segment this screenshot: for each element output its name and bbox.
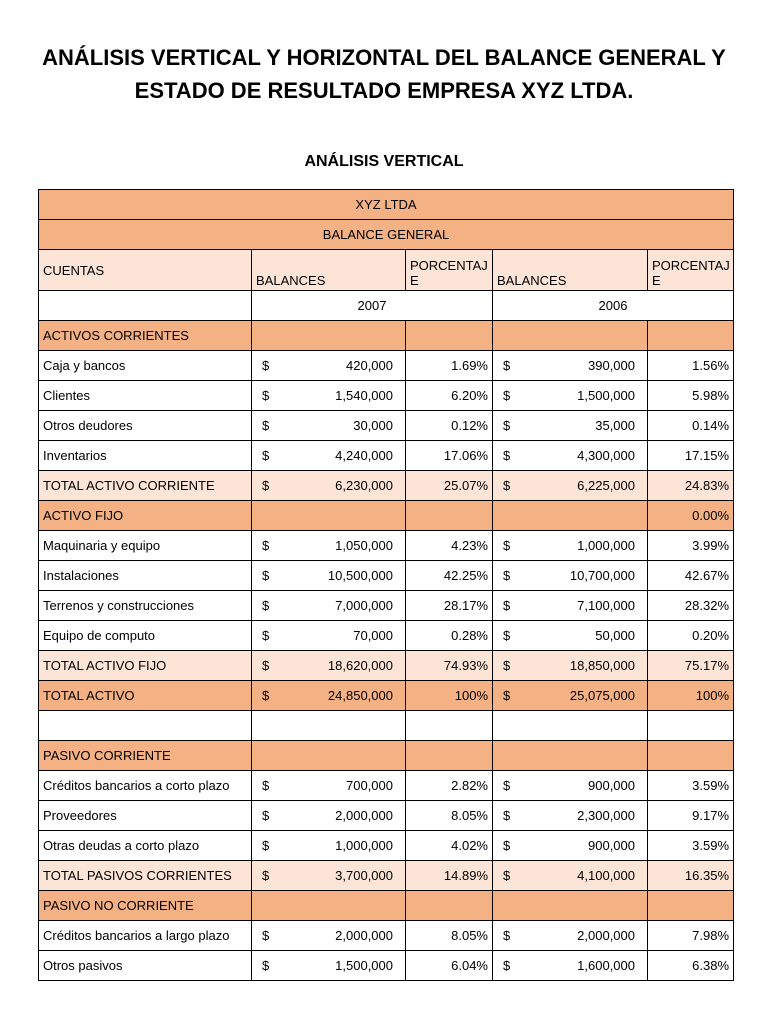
balance-2007-cell [252,471,406,501]
percent-2006-cell: 42.67% [648,561,734,591]
row-label: TOTAL ACTIVO FIJO [39,651,252,681]
currency-symbol: $ [262,808,270,823]
balance-value: 35,000 [595,418,635,433]
currency-symbol: $ [503,628,511,643]
percent-2006-cell [648,741,734,771]
currency-symbol: $ [503,778,511,793]
balance-value: 10,700,000 [569,568,635,583]
balance-2007-cell [252,801,406,831]
row-label: PASIVO CORRIENTE [39,741,252,771]
currency-symbol: $ [503,868,511,883]
currency-symbol: $ [503,658,511,673]
balance-value: 700,000 [346,778,393,793]
balance-2007-cell [252,591,406,621]
table-row [39,831,734,861]
year-header-row [39,291,734,321]
percent-2007-cell: 6.04% [406,951,493,981]
currency-symbol: $ [262,868,270,883]
balance-2006-cell [493,531,648,561]
table-row [39,471,734,501]
percent-2007-cell: 17.06% [406,441,493,471]
row-label: Otras deudas a corto plazo [39,831,252,861]
currency-symbol: $ [503,928,511,943]
row-label: Equipo de computo [39,621,252,651]
balance-value: 6,230,000 [335,478,393,493]
percent-2007-cell: 42.25% [406,561,493,591]
table-row [39,351,734,381]
balance-value: 420,000 [346,358,393,373]
currency-symbol: $ [262,358,270,373]
balance-value: 2,300,000 [577,808,635,823]
percent-2006-cell: 100% [648,681,734,711]
percent-2007-cell: 74.93% [406,651,493,681]
percent-2006-cell: 24.83% [648,471,734,501]
balance-value: 1,500,000 [335,958,393,973]
balance-2006-cell [493,651,648,681]
balance-2006-cell [493,321,648,351]
balance-value: 1,540,000 [335,388,393,403]
balance-2007-cell [252,741,406,771]
row-label: Maquinaria y equipo [39,531,252,561]
percent-2006-cell: 7.98% [648,921,734,951]
currency-symbol: $ [262,418,270,433]
currency-symbol: $ [503,958,511,973]
balance-value: 1,600,000 [577,958,635,973]
balance-2006-cell [493,681,648,711]
percent-2007-cell [406,321,493,351]
percent-2007-cell: 14.89% [406,861,493,891]
currency-symbol: $ [503,358,511,373]
company-row [39,190,734,220]
balance-value: 4,240,000 [335,448,393,463]
currency-symbol: $ [262,838,270,853]
row-label: Caja y bancos [39,351,252,381]
percent-2007-cell: 8.05% [406,921,493,951]
currency-symbol: $ [262,448,270,463]
balance-2007-cell [252,501,406,531]
balance-value: 7,100,000 [577,598,635,613]
currency-symbol: $ [503,808,511,823]
balance-value: 390,000 [588,358,635,373]
row-label: ACTIVO FIJO [39,501,252,531]
balance-value: 2,000,000 [577,928,635,943]
balance-value: 2,000,000 [335,808,393,823]
col-pct-2007-header: PORCENTAJ E [406,250,493,291]
currency-symbol: $ [503,418,511,433]
currency-symbol: $ [262,928,270,943]
table-row [39,741,734,771]
currency-symbol: $ [503,448,511,463]
balance-2006-cell [493,561,648,591]
percent-2006-cell: 16.35% [648,861,734,891]
percent-2006-cell: 0.00% [648,501,734,531]
percent-2007-cell: 2.82% [406,771,493,801]
balance-2007-cell [252,351,406,381]
balance-2006-cell [493,921,648,951]
year-2006-header: 2006 [493,291,734,321]
percent-2006-cell: 0.20% [648,621,734,651]
balance-2006-cell [493,771,648,801]
table-row [39,591,734,621]
currency-symbol: $ [503,538,511,553]
balance-2007-cell [252,411,406,441]
percent-2006-cell [648,891,734,921]
currency-symbol: $ [262,538,270,553]
balance-value: 25,075,000 [569,688,635,703]
percent-2006-cell: 6.38% [648,951,734,981]
table-row [39,441,734,471]
document-title: ANÁLISIS VERTICAL Y HORIZONTAL DEL BALANCE GENERAL Y ESTADO DE RESULTADO EMPRESA XYZ LTDA. [42,45,726,103]
balance-value: 4,300,000 [577,448,635,463]
balance-value: 2,000,000 [335,928,393,943]
percent-2007-cell: 0.12% [406,411,493,441]
row-label [39,711,252,741]
currency-symbol: $ [262,568,270,583]
balance-2006-cell [493,351,648,381]
percent-2007-cell: 100% [406,681,493,711]
balance-2006-cell [493,441,648,471]
table-row [39,711,734,741]
table-row [39,771,734,801]
balance-2007-cell [252,381,406,411]
balance-value: 900,000 [588,838,635,853]
percent-2006-cell: 3.59% [648,771,734,801]
currency-symbol: $ [503,598,511,613]
percent-2007-cell: 1.69% [406,351,493,381]
row-label: ACTIVOS CORRIENTES [39,321,252,351]
currency-symbol: $ [262,778,270,793]
balance-value: 18,620,000 [327,658,393,673]
percent-2006-cell: 1.56% [648,351,734,381]
currency-symbol: $ [262,958,270,973]
col-pct-2006-header: PORCENTAJ E [648,250,734,291]
percent-2006-cell: 5.98% [648,381,734,411]
row-label: Créditos bancarios a corto plazo [39,771,252,801]
percent-2006-cell: 0.14% [648,411,734,441]
balance-2006-cell [493,621,648,651]
table-row [39,501,734,531]
percent-2006-cell [648,711,734,741]
year-2007-header: 2007 [252,291,493,321]
balance-sheet-table [38,189,734,981]
balance-value: 3,700,000 [335,868,393,883]
percent-2007-cell: 25.07% [406,471,493,501]
balance-value: 1,500,000 [577,388,635,403]
row-label: Otros deudores [39,411,252,441]
percent-2007-cell: 4.02% [406,831,493,861]
currency-symbol: $ [262,688,270,703]
balance-2007-cell [252,891,406,921]
balance-value: 900,000 [588,778,635,793]
currency-symbol: $ [262,388,270,403]
table-row [39,921,734,951]
balance-2006-cell [493,861,648,891]
balance-2007-cell [252,531,406,561]
balance-2007-cell [252,921,406,951]
row-label: Proveedores [39,801,252,831]
statement-row [39,220,734,250]
col-balances-2006-header: BALANCES [493,250,648,291]
statement-name: BALANCE GENERAL [39,220,734,250]
balance-2007-cell [252,831,406,861]
percent-2007-cell [406,741,493,771]
balance-2006-cell [493,891,648,921]
percent-2006-cell: 17.15% [648,441,734,471]
table-row [39,621,734,651]
percent-2007-cell [406,711,493,741]
balance-value: 24,850,000 [327,688,393,703]
percent-2006-cell [648,321,734,351]
percent-2007-cell: 8.05% [406,801,493,831]
balance-value: 70,000 [353,628,393,643]
currency-symbol: $ [262,478,270,493]
balance-value: 7,000,000 [335,598,393,613]
balance-value: 4,100,000 [577,868,635,883]
balance-value: 30,000 [353,418,393,433]
col-balances-2007-header: BALANCES [252,250,406,291]
balance-2006-cell [493,711,648,741]
balance-2007-cell [252,621,406,651]
balance-2006-cell [493,801,648,831]
currency-symbol: $ [262,658,270,673]
balance-2007-cell [252,711,406,741]
percent-2007-cell [406,501,493,531]
table-row [39,411,734,441]
balance-2006-cell [493,471,648,501]
balance-value: 50,000 [595,628,635,643]
balance-2006-cell [493,411,648,441]
currency-symbol: $ [262,598,270,613]
table-row [39,651,734,681]
table-row [39,801,734,831]
row-label: Instalaciones [39,561,252,591]
col-accounts-header: CUENTAS [39,250,252,291]
balance-2007-cell [252,321,406,351]
row-label: Créditos bancarios a largo plazo [39,921,252,951]
balance-2007-cell [252,681,406,711]
balance-value: 1,050,000 [335,538,393,553]
table-row [39,681,734,711]
table-row [39,951,734,981]
percent-2006-cell: 9.17% [648,801,734,831]
currency-symbol: $ [503,478,511,493]
balance-2006-cell [493,381,648,411]
row-label: TOTAL PASIVOS CORRIENTES [39,861,252,891]
balance-value: 6,225,000 [577,478,635,493]
percent-2006-cell: 75.17% [648,651,734,681]
percent-2007-cell [406,891,493,921]
row-label: TOTAL ACTIVO CORRIENTE [39,471,252,501]
year-row-spacer [39,291,252,321]
percent-2007-cell: 28.17% [406,591,493,621]
currency-symbol: $ [262,628,270,643]
balance-2007-cell [252,861,406,891]
balance-2007-cell [252,561,406,591]
percent-2006-cell: 3.59% [648,831,734,861]
balance-value: 18,850,000 [569,658,635,673]
currency-symbol: $ [503,388,511,403]
balance-2006-cell [493,591,648,621]
balance-2007-cell [252,651,406,681]
currency-symbol: $ [503,568,511,583]
balance-2007-cell [252,441,406,471]
balance-value: 10,500,000 [327,568,393,583]
balance-2007-cell [252,771,406,801]
percent-2006-cell: 28.32% [648,591,734,621]
column-header-row [39,250,734,291]
row-label: Clientes [39,381,252,411]
percent-2007-cell: 6.20% [406,381,493,411]
balance-2007-cell [252,951,406,981]
currency-symbol: $ [503,688,511,703]
percent-2006-cell: 3.99% [648,531,734,561]
percent-2007-cell: 0.28% [406,621,493,651]
balance-value: 1,000,000 [335,838,393,853]
table-row [39,861,734,891]
row-label: Otros pasivos [39,951,252,981]
currency-symbol: $ [503,838,511,853]
row-label: Terrenos y construcciones [39,591,252,621]
balance-2006-cell [493,951,648,981]
table-row [39,891,734,921]
row-label: PASIVO NO CORRIENTE [39,891,252,921]
balance-value: 1,000,000 [577,538,635,553]
table-row [39,321,734,351]
table-row [39,561,734,591]
balance-2006-cell [493,831,648,861]
table-row [39,381,734,411]
company-name: XYZ LTDA [39,190,734,220]
row-label: Inventarios [39,441,252,471]
table-row [39,531,734,561]
balance-2006-cell [493,741,648,771]
balance-2006-cell [493,501,648,531]
section-subtitle: ANÁLISIS VERTICAL [304,153,464,170]
percent-2007-cell: 4.23% [406,531,493,561]
row-label: TOTAL ACTIVO [39,681,252,711]
